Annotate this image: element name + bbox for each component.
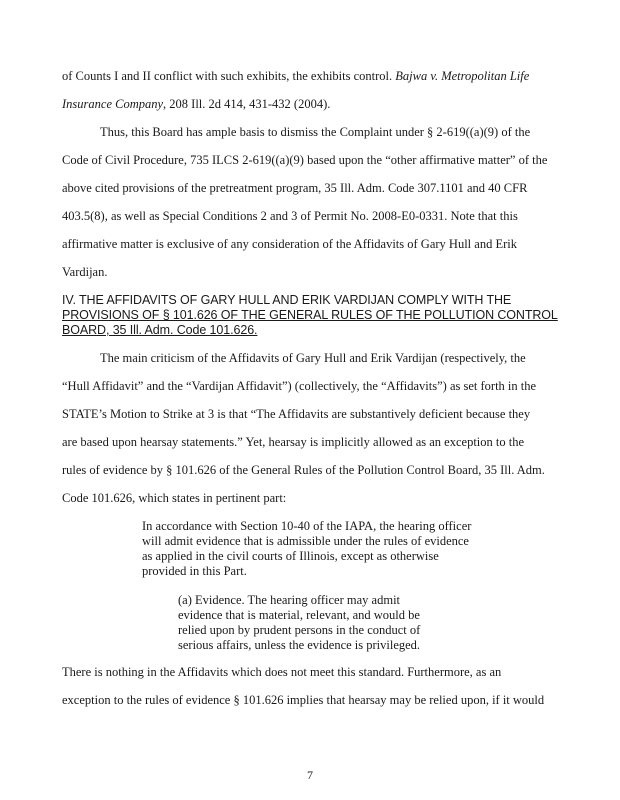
text-run: of Counts I and II conflict with such exhibits, the exhibits control. — [62, 69, 396, 83]
block-quote-line: provided in this Part. — [142, 564, 247, 578]
body-line — [62, 97, 330, 112]
block-quote-line: relied upon by prudent persons in the conduct of — [178, 623, 421, 637]
body-line: above cited provisions of the pretreatment program, 35 Ill. Adm. Code 307.1101 and 40 CFR — [62, 181, 528, 195]
text-run: , 208 Ill. 2d 414, 431-432 (2004). — [163, 97, 331, 111]
body-line: affirmative matter is exclusive of any consideration of the Affidavits of Gary Hull and Erik — [62, 237, 517, 251]
case-citation: Bajwa v. Metropolitan Life — [395, 69, 530, 83]
body-line: 403.5(8), as well as Special Conditions 2 and 3 of Permit No. 2008-E0-0331. Note that this — [62, 209, 518, 223]
section-heading: IV. THE AFFIDAVITS OF GARY HULL AND ERIK VARDIJAN COMPLY WITH THE — [62, 293, 512, 307]
block-quote-line: serious affairs, unless the evidence is privileged. — [178, 638, 421, 652]
block-quote-line: as applied in the civil courts of Illinois, except as otherwise — [142, 549, 439, 563]
body-line — [62, 69, 529, 84]
body-line: Code 101.626, which states in pertinent part: — [62, 491, 287, 505]
body-line: STATE’s Motion to Strike at 3 is that “The Affidavits are substantively deficient because they — [62, 407, 531, 421]
block-quote-line: In accordance with Section 10-40 of the IAPA, the hearing officer — [142, 519, 472, 533]
case-citation: Insurance Company — [62, 97, 164, 111]
section-heading: PROVISIONS OF § 101.626 OF THE GENERAL RULES OF THE POLLUTION CONTROL — [62, 308, 558, 322]
body-line: are based upon hearsay statements.” Yet, hearsay is implicitly allowed as an exception to the — [62, 435, 525, 449]
block-quote-line: will admit evidence that is admissible under the rules of evidence — [142, 534, 469, 548]
body-line: Code of Civil Procedure, 735 ILCS 2-619((a)(9) based upon the “other affirmative matter” of the — [62, 153, 548, 167]
body-line: rules of evidence by § 101.626 of the General Rules of the Pollution Control Board, 35 Ill. Adm. — [62, 463, 545, 477]
section-heading: BOARD, 35 Ill. Adm. Code 101.626. — [62, 323, 258, 337]
body-line: “Hull Affidavit” and the “Vardijan Affidavit”) (collectively, the “Affidavits”) as set forth in the — [62, 379, 537, 393]
body-line: exception to the rules of evidence § 101.626 implies that hearsay may be relied upon, if it would — [62, 693, 545, 707]
block-quote-line: evidence that is material, relevant, and would be — [178, 608, 420, 622]
page-number: 7 — [307, 768, 313, 782]
body-line: Thus, this Board has ample basis to dismiss the Complaint under § 2-619((a)(9) of the — [100, 125, 531, 139]
body-line: There is nothing in the Affidavits which does not meet this standard. Furthermore, as an — [62, 665, 502, 679]
body-line: The main criticism of the Affidavits of Gary Hull and Erik Vardijan (respectively, the — [100, 351, 526, 365]
block-quote-line: (a) Evidence. The hearing officer may admit — [178, 593, 401, 607]
body-line: Vardijan. — [62, 265, 108, 279]
